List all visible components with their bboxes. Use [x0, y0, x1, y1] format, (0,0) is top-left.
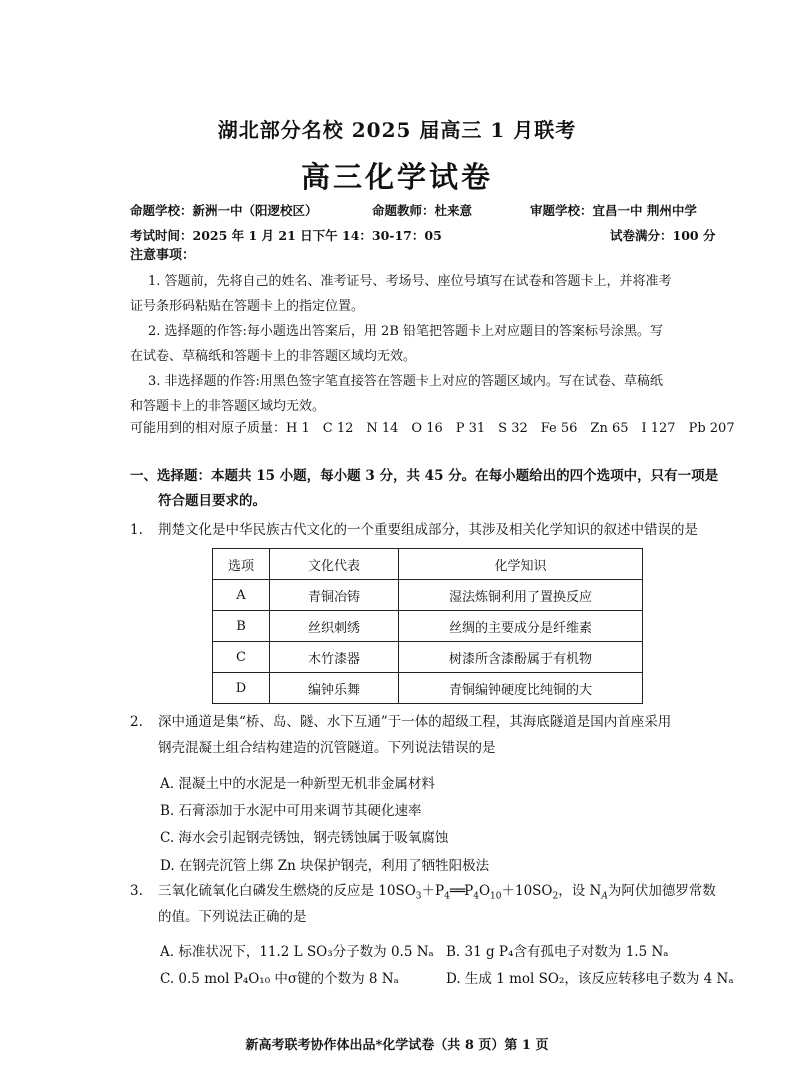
- question-3-option-c: C. 0.5 mol P₄O₁₀ 中σ键的个数为 8 Nₐ: [160, 971, 399, 987]
- table-cell: C: [213, 642, 270, 673]
- q3-text-part: 为阿伏加德罗常数: [607, 883, 716, 899]
- table-cell: D: [213, 673, 270, 704]
- question-3-text-cont: 的值。下列说法正确的是: [158, 909, 307, 925]
- table-cell: 丝绸的主要成分是纤维素: [399, 611, 643, 642]
- page-footer: 新高考联考协作体出品*化学试卷（共 8 页）第 1 页: [245, 1038, 549, 1053]
- setter-teacher: 命题教师：杜来意: [372, 203, 473, 218]
- table-cell: 青铜冶铸: [270, 580, 399, 611]
- table-row: [213, 673, 643, 704]
- note-line: 3. 非选择题的作答:用黑色签字笔直接答在答题卡上对应的答题区域内。写在试卷、草稿纸: [148, 374, 663, 389]
- exam-time: 考试时间：2025 年 1 月 21 日下午 14：30-17：05: [130, 228, 442, 243]
- question-3-option-d: D. 生成 1 mol SO₂，该反应转移电子数为 4 Nₐ: [446, 971, 734, 987]
- table-header-row: [213, 549, 643, 580]
- note-line: 2. 选择题的作答:每小题选出答案后，用 2B 铅笔把答题卡上对应题目的答案标号涂黑。写: [148, 324, 664, 339]
- exam-title: 湖北部分名校 2025 届高三 1 月联考: [217, 118, 577, 142]
- table-row: [213, 642, 643, 673]
- table-header: 化学知识: [399, 549, 643, 580]
- question-number: 2.: [130, 714, 143, 730]
- table-cell: 木竹漆器: [270, 642, 399, 673]
- full-score: 试卷满分：100 分: [610, 228, 716, 243]
- question-number: 3.: [130, 883, 143, 899]
- question-2-option-d: D. 在钢壳沉管上绑 Zn 块保护钢壳，利用了牺牲阳极法: [160, 858, 490, 874]
- note-line: 证号条形码粘贴在答题卡上的指定位置。: [130, 299, 365, 314]
- q3-text-part: ，设 N: [558, 883, 602, 899]
- section-heading: 一、选择题：本题共 15 小题，每小题 3 分，共 45 分。在每小题给出的四个选项中，只有一项是: [130, 468, 719, 484]
- table-row: [213, 611, 643, 642]
- question-2-option-c: C. 海水会引起钢壳锈蚀，钢壳锈蚀属于吸氧腐蚀: [160, 830, 449, 846]
- note-line: 和答题卡上的非答题区域均无效。: [130, 399, 326, 414]
- setter-school: 命题学校：新洲一中（阳逻校区）: [130, 203, 318, 218]
- table-cell: 编钟乐舞: [270, 673, 399, 704]
- question-1-table: [212, 548, 643, 704]
- question-2-option-b: B. 石膏添加于水泥中可用来调节其硬化速率: [160, 803, 422, 819]
- question-number: 1.: [130, 522, 143, 538]
- table-cell: 丝织刺绣: [270, 611, 399, 642]
- table-header: 选项: [213, 549, 270, 580]
- question-3-option-a: A. 标准状况下，11.2 L SO₃分子数为 0.5 Nₐ: [160, 944, 434, 960]
- question-2-text: 深中通道是集“桥、岛、隧、水下互通”于一体的超级工程，其海底隧道是国内首座采用: [158, 714, 672, 730]
- notes-heading: 注意事项：: [130, 248, 196, 263]
- table-header: 文化代表: [270, 549, 399, 580]
- question-1-text: 荆楚文化是中华民族古代文化的一个重要组成部分，其涉及相关化学知识的叙述中错误的是: [158, 522, 698, 538]
- question-2-option-a: A. 混凝土中的水泥是一种新型无机非金属材料: [160, 776, 435, 792]
- q3-text-part: 三氧化硫氧化白磷发生燃烧的反应是 10SO: [158, 883, 416, 899]
- table-row: [213, 580, 643, 611]
- subject-title: 高三化学试卷: [300, 160, 493, 194]
- note-line: 1. 答题前，先将自己的姓名、准考证号、考场号、座位号填写在试卷和答题卡上，并将准考: [148, 274, 672, 289]
- review-school: 审题学校：宜昌一中 荆州中学: [530, 203, 697, 218]
- question-2-text-cont: 钢壳混凝土组合结构建造的沉管隧道。下列说法错误的是: [158, 740, 496, 756]
- question-3-text: 三氧化硫氧化白磷发生燃烧的反应是 $10SO_3+P_4══P_4O_{10}+10SO_2$，设 $N_A$为阿伏加德罗常数: [158, 883, 716, 902]
- table-cell: A: [213, 580, 270, 611]
- table-cell: 青铜编钟硬度比纯铜的大: [399, 673, 643, 704]
- note-line: 在试卷、草稿纸和答题卡上的非答题区域均无效。: [130, 349, 417, 364]
- section-heading-cont: 符合题目要求的。: [158, 493, 266, 509]
- question-3-option-b: B. 31 g P₄含有孤电子对数为 1.5 Nₐ: [446, 944, 669, 960]
- table-cell: B: [213, 611, 270, 642]
- table-cell: 树漆所含漆酚属于有机物: [399, 642, 643, 673]
- table-cell: 湿法炼铜利用了置换反应: [399, 580, 643, 611]
- atomic-masses: 可能用到的相对原子质量：H 1 C 12 N 14 O 16 P 31 S 32 Fe 56 Zn 65 I 127 Pb 207: [130, 421, 735, 436]
